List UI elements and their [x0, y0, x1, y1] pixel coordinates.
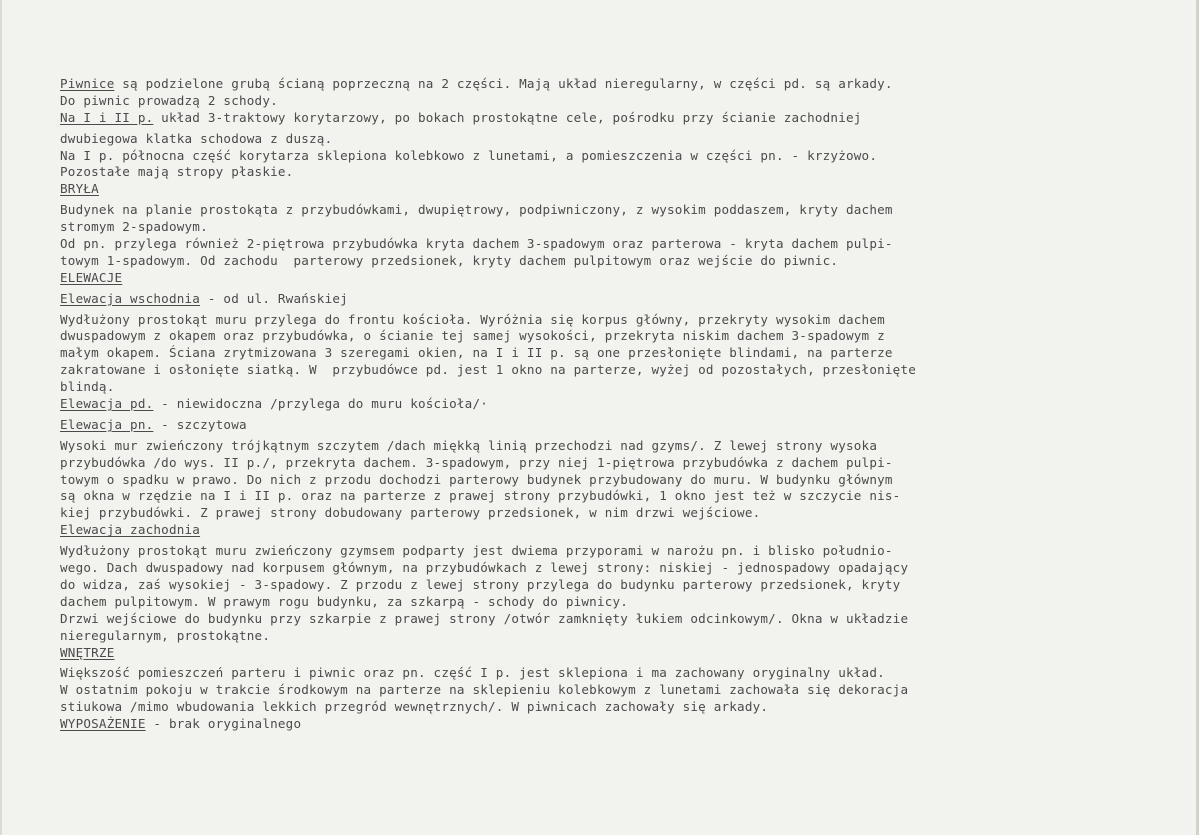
- text-run: - niewidoczna /przylega do muru kościoła/·: [153, 396, 489, 412]
- text-line: [60, 665, 1185, 682]
- text-run: - brak oryginalnego: [145, 716, 302, 732]
- text-run: Od pn. przylega również 2-piętrowa przybudówka kryta dachem 3-spadowym oraz parterowa - kryta dachem pulpi-: [60, 236, 893, 252]
- text-run: stromym 2-spadowym.: [60, 219, 208, 235]
- text-run: Większość pomieszczeń parteru i piwnic oraz pn. część I p. jest sklepiona i ma zachowany oryginalny układ.: [60, 665, 885, 681]
- text-line: [60, 396, 1185, 413]
- text-run: układ 3-traktowy korytarzowy, po bokach prostokątne cele, pośrodku przy ścianie zachodniej: [153, 109, 862, 125]
- text-run: kiej przybudówki. Z prawej strony dobudowany parterowy przedsionek, w nim drzwi wejściowe.: [60, 505, 761, 521]
- text-run: zakratowane i osłonięte siatką. W przybudówce pd. jest 1 okno na parterze, wyżej od pozostałych, przesłonięte: [60, 362, 917, 378]
- text-run: blindą.: [60, 379, 115, 395]
- text-run: Budynek na planie prostokąta z przybudówkami, dwupiętrowy, podpiwniczony, z wysokim poddaszem, kryty dachem: [60, 202, 893, 218]
- text-line: [60, 379, 1185, 396]
- section-heading: BRYŁA: [60, 181, 99, 197]
- text-line: [60, 417, 1185, 434]
- text-run: dwubiegowa klatka schodowa z duszą.: [60, 130, 333, 146]
- section-heading: Elewacja wschodnia: [60, 290, 201, 306]
- text-line: [60, 131, 1185, 148]
- text-line: [60, 148, 1185, 165]
- text-run: do widza, zaś wysokiej - 3-spadowy. Z przodu z lewej strony przylega do budynku parterowy przedsionek, kryty: [60, 576, 901, 592]
- text-line: [60, 455, 1185, 472]
- text-line: [60, 202, 1185, 219]
- text-run: - od ul. Rwańskiej: [200, 290, 348, 306]
- text-line: [60, 472, 1185, 489]
- text-run: są okna w rzędzie na I i II p. oraz na parterze z prawej strony przybudówki, 1 okno jest też w szczycie nis-: [60, 488, 901, 504]
- text-run: nieregularnym, prostokątne.: [60, 627, 271, 643]
- text-line: [60, 236, 1185, 253]
- text-line: [60, 345, 1185, 362]
- text-line: [60, 312, 1185, 329]
- text-run: Wydłużony prostokąt muru przylega do frontu kościoła. Wyróżnia się korpus główny, przekryty wysokim dachem: [60, 311, 885, 327]
- text-run: Wysoki mur zwieńczony trójkątnym szczytem /dach miękką linią przechodzi nad gzyms/. Z lewej strony wysoka: [60, 437, 878, 453]
- text-line: [60, 93, 1185, 110]
- text-line: [60, 611, 1185, 628]
- text-run: towym o spadku w prawo. Do nich z przodu dochodzi parterowy budynek przybudowany do muru. W budynku głównym: [60, 471, 893, 487]
- text-run: są podzielone grubą ścianą poprzeczną na 2 części. Mają układ nieregularny, w części pd. są arkady.: [114, 76, 893, 91]
- text-line: [60, 253, 1185, 270]
- text-run: Drzwi wejściowe do budynku przy szkarpie z prawej strony /otwór zamknięty łukiem odcinkowym/. Okna w układzie: [60, 610, 909, 626]
- text-run: Wydłużony prostokąt muru zwieńczony gzymsem podparty jest dwiema przyporami w narożu pn. i blisko południo-: [60, 543, 893, 559]
- text-run: stiukowa /mimo wbudowania lekkich przegród wewnętrznych/. W piwnicach zachowały się arkady.: [60, 699, 769, 715]
- text-line: [60, 328, 1185, 345]
- text-line: [60, 438, 1185, 455]
- text-run: towym 1-spadowym. Od zachodu parterowy przedsionek, kryty dachem pulpitowym oraz wejście do piwnic.: [60, 252, 839, 268]
- text-line: [60, 716, 1185, 733]
- text-run: Do piwnic prowadzą 2 schody.: [60, 92, 278, 108]
- section-heading: WNĘTRZE: [60, 644, 115, 660]
- section-heading: WYPOSAŻENIE: [60, 716, 146, 732]
- text-run: W ostatnim pokoju w trakcie środkowym na parterze na sklepieniu kolebkowym z lunetami zachowała się dekoracja: [60, 682, 909, 698]
- text-line: [60, 291, 1185, 308]
- text-line: [60, 270, 1185, 287]
- text-run: dwuspadowym z okapem oraz przybudówka, o ścianie tej samej wysokości, przekryta niskim dachem 3-spadowym z: [60, 328, 885, 344]
- typewritten-text-body: [60, 76, 1185, 733]
- text-line: [60, 682, 1185, 699]
- text-line: [60, 362, 1185, 379]
- text-line: [60, 645, 1185, 662]
- text-run: małym okapem. Ściana zrytmizowana 3 szeregami okien, na I i II p. są one przesłonięte blindami, na parterze: [60, 345, 893, 361]
- text-run: wego. Dach dwuspadowy nad korpusem głównym, na przybudówkach z lewej strony: niskiej - jednospadowy opadający: [60, 560, 909, 576]
- text-line: [60, 577, 1185, 594]
- text-line: [60, 76, 1185, 93]
- section-heading: Elewacja pd.: [60, 396, 154, 412]
- text-line: [60, 181, 1185, 198]
- section-heading: Na I i II p.: [60, 109, 154, 125]
- text-line: [60, 628, 1185, 645]
- text-line: [60, 164, 1185, 181]
- text-line: [60, 522, 1185, 539]
- text-line: [60, 219, 1185, 236]
- text-line: [60, 110, 1185, 127]
- text-run: przybudówka /do wys. II p./, przekryta dachem. 3-spadowym, przy niej 1-piętrowa przybudówka z dachem pulpi-: [60, 454, 893, 470]
- text-line: [60, 699, 1185, 716]
- text-line: [60, 488, 1185, 505]
- text-run: Na I p. północna część korytarza sklepiona kolebkowo z lunetami, a pomieszczenia w części pn. - krzyżowo.: [60, 147, 878, 163]
- text-line: [60, 505, 1185, 522]
- section-heading: Elewacja zachodnia: [60, 522, 201, 538]
- section-heading: Piwnice: [60, 76, 115, 91]
- text-line: [60, 543, 1185, 560]
- section-heading: Elewacja pn.: [60, 416, 154, 432]
- text-line: [60, 560, 1185, 577]
- text-run: Pozostałe mają stropy płaskie.: [60, 164, 294, 180]
- text-line: [60, 594, 1185, 611]
- section-heading: ELEWACJE: [60, 269, 123, 285]
- text-run: dachem pulpitowym. W prawym rogu budynku, za szkarpą - schody do piwnicy.: [60, 593, 629, 609]
- text-run: - szczytowa: [153, 416, 247, 432]
